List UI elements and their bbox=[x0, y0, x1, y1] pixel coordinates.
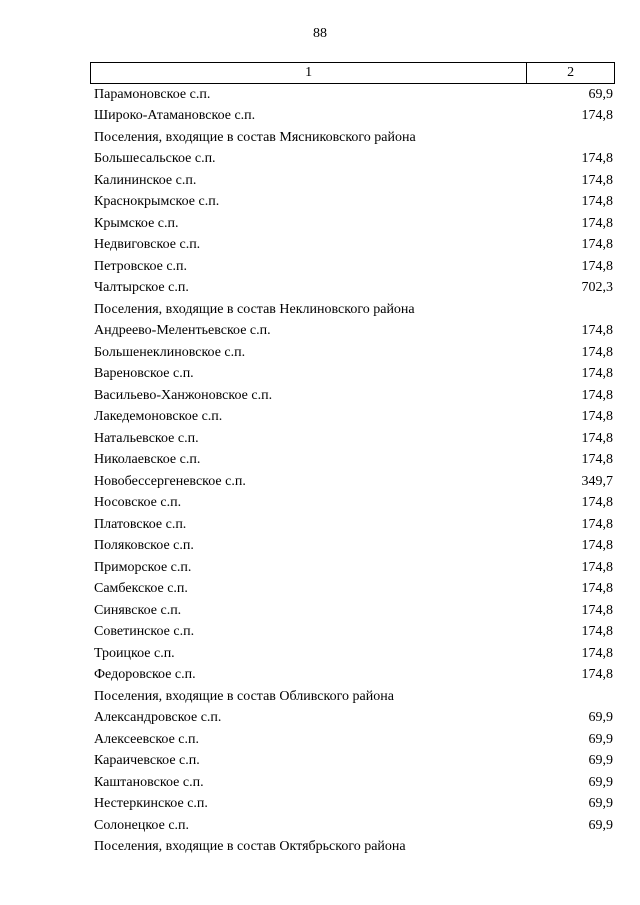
table-row bbox=[94, 665, 613, 687]
table-row bbox=[94, 385, 613, 407]
settlement-value: 69,9 bbox=[588, 710, 613, 726]
table-row bbox=[94, 407, 613, 429]
settlement-name: Большесальское с.п. bbox=[94, 151, 216, 167]
settlement-value: 174,8 bbox=[581, 151, 613, 167]
settlement-name: Каштановское с.п. bbox=[94, 774, 204, 790]
settlement-name: Советинское с.п. bbox=[94, 624, 195, 640]
section-heading-row bbox=[94, 837, 613, 859]
table-row bbox=[94, 600, 613, 622]
table-row bbox=[94, 256, 613, 278]
settlement-name: Поляковское с.п. bbox=[94, 538, 194, 554]
table-row bbox=[94, 729, 613, 751]
settlement-value: 174,8 bbox=[581, 366, 613, 382]
settlement-name: Большенеклиновское с.п. bbox=[94, 344, 246, 360]
settlement-value: 174,8 bbox=[581, 559, 613, 575]
section-heading-row bbox=[94, 686, 613, 708]
table-row bbox=[94, 815, 613, 837]
table-row bbox=[94, 514, 613, 536]
table-row bbox=[94, 192, 613, 214]
settlement-value: 174,8 bbox=[581, 323, 613, 339]
table-row bbox=[94, 751, 613, 773]
settlement-name: Приморское с.п. bbox=[94, 559, 192, 575]
settlement-value: 174,8 bbox=[581, 172, 613, 188]
table-row bbox=[94, 235, 613, 257]
table-row bbox=[94, 643, 613, 665]
table-row bbox=[94, 557, 613, 579]
table-row bbox=[94, 471, 613, 493]
section-heading: Поселения, входящие в состав Мясниковского района bbox=[94, 129, 416, 145]
table-row bbox=[94, 170, 613, 192]
settlement-value: 174,8 bbox=[581, 409, 613, 425]
table-row bbox=[94, 794, 613, 816]
settlement-value: 174,8 bbox=[581, 602, 613, 618]
table-row bbox=[94, 149, 613, 171]
settlement-name: Крымское с.п. bbox=[94, 215, 179, 231]
settlement-value: 349,7 bbox=[581, 473, 613, 489]
column-header-row bbox=[91, 63, 615, 84]
section-heading: Поселения, входящие в состав Обливского района bbox=[94, 688, 394, 704]
table-row bbox=[94, 493, 613, 515]
column-header-2: 2 bbox=[527, 63, 615, 84]
settlement-value: 174,8 bbox=[581, 645, 613, 661]
section-heading: Поселения, входящие в состав Октябрьского района bbox=[94, 839, 406, 855]
settlement-name: Широко-Атамановское с.п. bbox=[94, 108, 256, 124]
settlement-value: 174,8 bbox=[581, 452, 613, 468]
settlement-value: 174,8 bbox=[581, 215, 613, 231]
table-row bbox=[94, 772, 613, 794]
section-heading-row bbox=[94, 299, 613, 321]
settlement-value: 69,9 bbox=[588, 774, 613, 790]
settlement-value: 174,8 bbox=[581, 624, 613, 640]
column-header-1: 1 bbox=[91, 63, 527, 84]
section-heading: Поселения, входящие в состав Неклиновского района bbox=[94, 301, 415, 317]
table-row bbox=[94, 278, 613, 300]
settlement-name: Чалтырское с.п. bbox=[94, 280, 189, 296]
settlement-name: Лакедемоновское с.п. bbox=[94, 409, 223, 425]
settlement-name: Нестеркинское с.п. bbox=[94, 796, 208, 812]
settlement-value: 174,8 bbox=[581, 516, 613, 532]
settlement-name: Парамоновское с.п. bbox=[94, 86, 211, 102]
settlement-name: Николаевское с.п. bbox=[94, 452, 201, 468]
table-row bbox=[94, 450, 613, 472]
settlement-value: 69,9 bbox=[588, 753, 613, 769]
settlement-name: Синявское с.п. bbox=[94, 602, 182, 618]
table-row bbox=[94, 106, 613, 128]
settlement-name: Недвиговское с.п. bbox=[94, 237, 201, 253]
settlement-value: 69,9 bbox=[588, 731, 613, 747]
settlement-value: 174,8 bbox=[581, 258, 613, 274]
page-number: 88 bbox=[313, 26, 327, 41]
settlement-name: Федоровское с.п. bbox=[94, 667, 196, 683]
settlement-value: 174,8 bbox=[581, 344, 613, 360]
settlement-value: 174,8 bbox=[581, 667, 613, 683]
table-row bbox=[94, 84, 613, 106]
settlement-name: Васильево-Ханжоновское с.п. bbox=[94, 387, 273, 403]
settlement-name: Краснокрымское с.п. bbox=[94, 194, 220, 210]
settlement-name: Натальевское с.п. bbox=[94, 430, 199, 446]
settlement-name: Караичевское с.п. bbox=[94, 753, 200, 769]
settlement-value: 174,8 bbox=[581, 581, 613, 597]
settlement-name: Калининское с.п. bbox=[94, 172, 197, 188]
settlement-value: 174,8 bbox=[581, 430, 613, 446]
settlement-name: Новобессергеневское с.п. bbox=[94, 473, 246, 489]
settlement-name: Александровское с.п. bbox=[94, 710, 222, 726]
settlement-name: Алексеевское с.п. bbox=[94, 731, 199, 747]
settlement-name: Андреево-Мелентьевское с.п. bbox=[94, 323, 271, 339]
table-row bbox=[94, 364, 613, 386]
settlement-value: 702,3 bbox=[581, 280, 613, 296]
settlement-value: 174,8 bbox=[581, 194, 613, 210]
settlement-name: Солонецкое с.п. bbox=[94, 817, 190, 833]
settlement-value: 69,9 bbox=[588, 86, 613, 102]
settlement-value: 174,8 bbox=[581, 495, 613, 511]
table-row bbox=[94, 321, 613, 343]
settlement-name: Вареновское с.п. bbox=[94, 366, 194, 382]
table-row bbox=[94, 342, 613, 364]
table-row bbox=[94, 213, 613, 235]
settlement-value: 174,8 bbox=[581, 538, 613, 554]
settlement-name: Троицкое с.п. bbox=[94, 645, 175, 661]
table-row bbox=[94, 536, 613, 558]
settlement-name: Петровское с.п. bbox=[94, 258, 188, 274]
table-row bbox=[94, 622, 613, 644]
table-row bbox=[94, 579, 613, 601]
settlement-list bbox=[94, 84, 613, 858]
settlement-value: 69,9 bbox=[588, 817, 613, 833]
settlement-name: Носовское с.п. bbox=[94, 495, 182, 511]
settlement-value: 174,8 bbox=[581, 387, 613, 403]
section-heading-row bbox=[94, 127, 613, 149]
settlement-value: 174,8 bbox=[581, 237, 613, 253]
settlement-value: 69,9 bbox=[588, 796, 613, 812]
table-row bbox=[94, 708, 613, 730]
settlement-name: Самбекское с.п. bbox=[94, 581, 188, 597]
column-header-table bbox=[90, 62, 615, 84]
table-row bbox=[94, 428, 613, 450]
settlement-value: 174,8 bbox=[581, 108, 613, 124]
settlement-name: Платовское с.п. bbox=[94, 516, 187, 532]
